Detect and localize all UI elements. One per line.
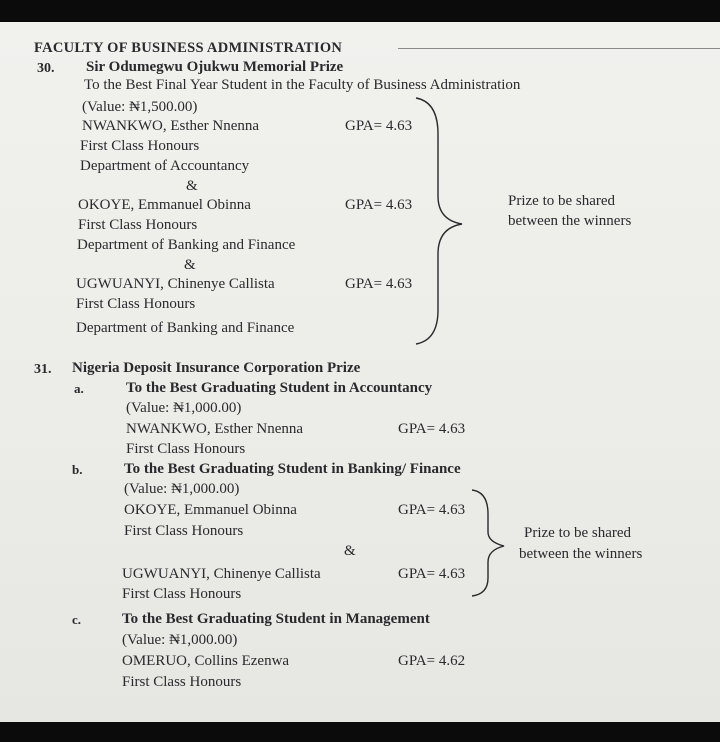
s31c-letter: c.: [72, 612, 82, 627]
s31b-title: To the Best Graduating Student in Banking/ Finance: [124, 461, 461, 477]
s31b-curly-brace: [470, 488, 520, 598]
s31a-gpa: GPA= 4.63: [398, 421, 466, 437]
s30-ampersand-2: &: [184, 257, 196, 273]
s31a-title: To the Best Graduating Student in Accountancy: [126, 380, 433, 396]
s31b-winner-2-name: UGWUANYI, Chinenye Callista: [122, 566, 321, 582]
s30-winner-2-gpa: GPA= 4.63: [345, 197, 413, 213]
section-30-value: (Value: ₦1,500.00): [82, 99, 198, 115]
s30-winner-1-gpa: GPA= 4.63: [345, 118, 413, 134]
s31b-winner-2-gpa: GPA= 4.63: [398, 566, 466, 582]
s31b-value: (Value: ₦1,000.00): [124, 481, 240, 497]
s31b-shared-note-line1: Prize to be shared: [524, 525, 632, 541]
s31b-letter: b.: [72, 462, 83, 477]
s30-shared-note-line2: between the winners: [508, 213, 632, 229]
s31a-honours: First Class Honours: [126, 441, 246, 457]
s31b-winner-1-honours: First Class Honours: [124, 523, 244, 539]
heading-rule: [398, 48, 720, 49]
s30-winner-1-dept: Department of Accountancy: [80, 158, 250, 174]
section-30-number: 30.: [37, 61, 55, 76]
s30-ampersand-1: &: [186, 178, 198, 194]
s30-winner-2-dept: Department of Banking and Finance: [77, 237, 296, 253]
s31b-ampersand: &: [344, 543, 356, 559]
s30-winner-3-gpa: GPA= 4.63: [345, 276, 413, 292]
s31a-name: NWANKWO, Esther Nnenna: [126, 421, 304, 437]
s30-shared-note-line1: Prize to be shared: [508, 193, 616, 209]
document-page: [0, 22, 720, 722]
s31a-value: (Value: ₦1,000.00): [126, 400, 242, 416]
faculty-heading: FACULTY OF BUSINESS ADMINISTRATION: [34, 40, 343, 56]
s31c-honours: First Class Honours: [122, 674, 242, 690]
s30-winner-1-name: NWANKWO, Esther Nnenna: [82, 118, 260, 134]
s31b-winner-1-gpa: GPA= 4.63: [398, 502, 466, 518]
s31b-winner-2-honours: First Class Honours: [122, 586, 242, 602]
section-31-number: 31.: [34, 362, 52, 377]
s30-winner-1-honours: First Class Honours: [80, 138, 200, 154]
section-30-description: To the Best Final Year Student in the Faculty of Business Administration: [84, 77, 521, 93]
s31a-letter: a.: [74, 381, 84, 396]
s30-winner-3-name: UGWUANYI, Chinenye Callista: [76, 276, 275, 292]
s31b-winner-1-name: OKOYE, Emmanuel Obinna: [124, 502, 297, 518]
section-30-title: Sir Odumegwu Ojukwu Memorial Prize: [86, 59, 344, 75]
s31c-gpa: GPA= 4.62: [398, 653, 466, 669]
s31c-title: To the Best Graduating Student in Management: [122, 611, 430, 627]
s30-curly-brace: [412, 96, 472, 346]
section-31-title: Nigeria Deposit Insurance Corporation Prize: [72, 360, 361, 376]
s31c-name: OMERUO, Collins Ezenwa: [122, 653, 290, 669]
s30-winner-3-honours: First Class Honours: [76, 296, 196, 312]
s31c-value: (Value: ₦1,000.00): [122, 632, 238, 648]
s31b-shared-note-line2: between the winners: [519, 546, 643, 562]
s30-winner-2-honours: First Class Honours: [78, 217, 198, 233]
s30-winner-2-name: OKOYE, Emmanuel Obinna: [78, 197, 251, 213]
s30-winner-3-dept: Department of Banking and Finance: [76, 320, 295, 336]
